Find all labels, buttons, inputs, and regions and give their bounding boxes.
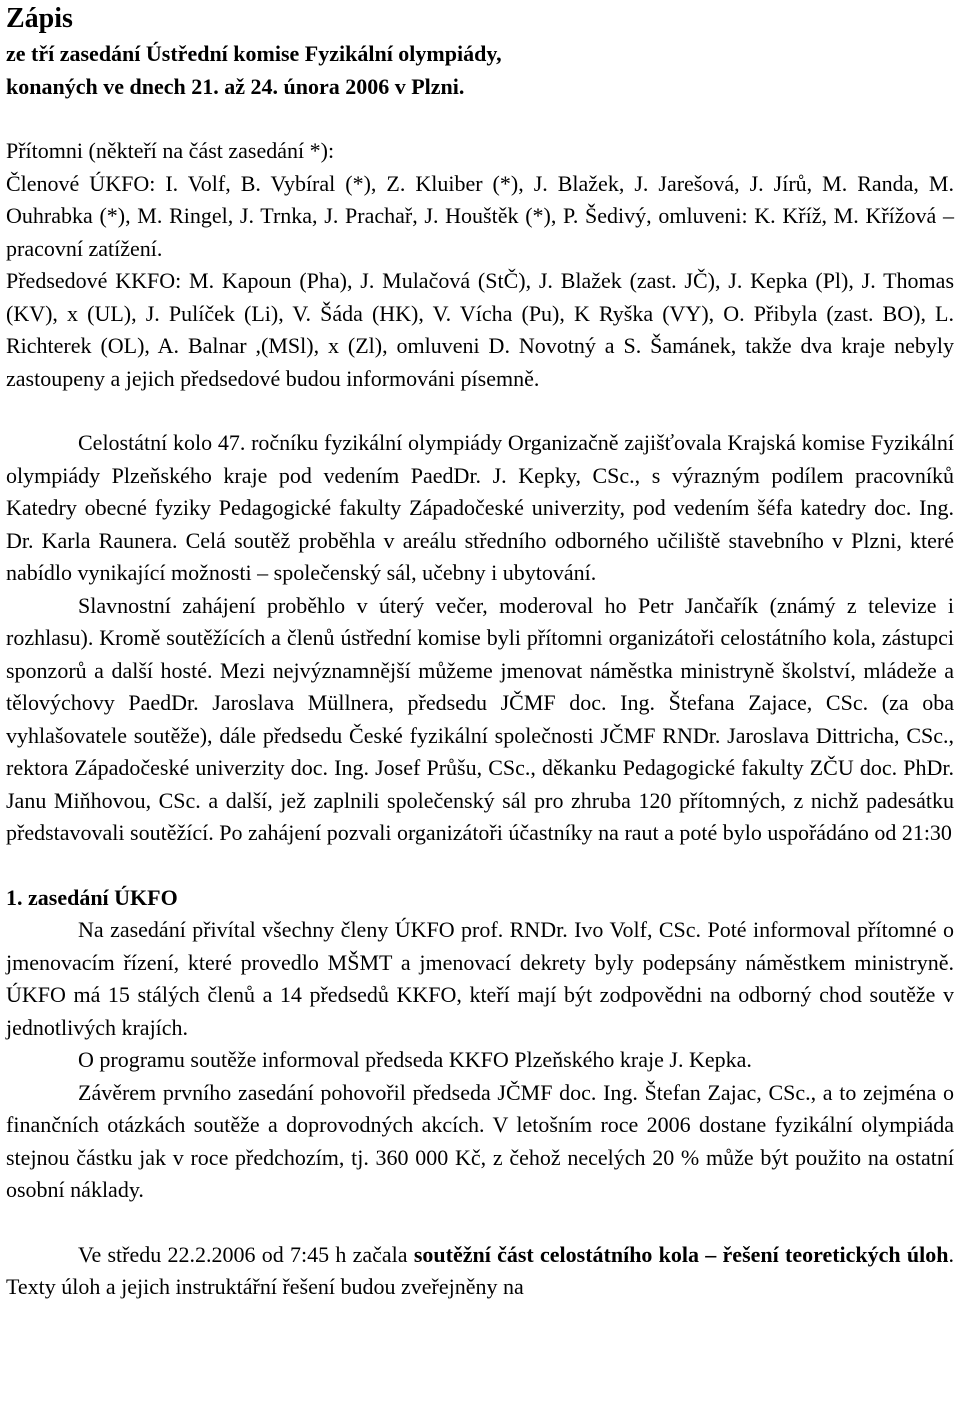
- session-1-paragraph-2: O programu soutěže informoval předseda KKFO Plzeňského kraje J. Kepka.: [78, 1047, 752, 1072]
- closing-rest: . Texty úloh a jejich instruktářní řešení budou zveřejněny na: [6, 1241, 955, 1299]
- closing-bold-text: soutěžní část celostátního kola – řešení teoretických úloh: [413, 1241, 949, 1267]
- spacer: [6, 1207, 954, 1239]
- attendance-chairs: Předsedové KKFO: M. Kapoun (Pha), J. Mulačová (StČ), J. Blažek (zast. JČ), J. Kepka (Pl), J. Thomas (KV), x (UL), J. Pulíček (Li), V. Šáda (HK), V. Vícha (Pu), K Ryška (VY), O. Přibyla (zast. BO), L. Richterek (OL), A. Balnar ,(MSl), x (Zl), omluveni D. Novotný a S. Šamánek, takže dva kraje nebyly zastoupeny a jejich předsedové budou informováni písemně.: [6, 268, 954, 391]
- national-round-paragraph-2: Slavnostní zahájení proběhlo v úterý večer, moderoval ho Petr Jančařík (známý z televize i rozhlasu). Kromě soutěžících a členů ústřední komise byli přítomni organizátoři celostátního kola, zástupci sponzorů a další hosté. Mezi nejvýznamnější můžeme jmenovat náměstka ministryně školství, mládeže a tělovýchovy PaedDr. Jaroslava Müllnera, předsedu JČMF doc. Ing. Štefana Zajace, CSc. (za oba vyhlašovatele soutěže), dále předsedu České fyzikální společnosti JČMF RNDr. Jaroslava Dittricha, CSc., rektora Západočeské univerzity doc. Ing. Josef Průšu, CSc., děkanku Pedagogické fakulty ZČU doc. PhDr. Janu Miňhovou, CSc. a další, jež zaplnili společenský sál pro zhruba 120 přítomných, z nichž padesátku představovali soutěžící. Po zahájení pozvali organizátoři účastníky na raut a poté bylo uspořádáno od 21:30: [6, 592, 954, 845]
- closing-intro: Ve středu 22.2.2006 od 7:45 h začala: [78, 1241, 414, 1267]
- page-subtitle-line-2: konaných ve dnech 21. až 24. února 2006 v Plzni.: [6, 73, 465, 99]
- spacer: [6, 395, 954, 427]
- attendance-members: Členové ÚKFO: I. Volf, B. Vybíral (*), Z. Kluiber (*), J. Blažek, J. Jarešová, J. Jírů, M. Randa, M. Ouhrabka (*), M. Ringel, J. Trnka, J. Prachař, J. Houštěk (*), P. Šedivý, omluveni: K. Kříž, M. Křížová – pracovní zatížení.: [6, 170, 954, 261]
- national-round-paragraph-1: Celostátní kolo 47. ročníku fyzikální olympiády Organizačně zajišťovala Krajská komise Fyzikální olympiády Plzeňského kraje pod vedením PaedDr. J. Kepky, CSc., s výrazným podílem pracovníků Katedry obecné fyziky Pedagogické fakulty Západočeské univerzity, pod vedením šéfa katedry doc. Ing. Dr. Karla Raunera. Celá soutěž proběhla v areálu středního odborného učiliště stavebního v Plzni, které nabídlo vynikající možnosti – společenský sál, učebny i ubytování.: [6, 430, 954, 585]
- closing-paragraph: [6, 1239, 954, 1304]
- attendance-heading: Přítomni (někteří na část zasedání *):: [6, 138, 335, 163]
- page-subtitle-line-1: ze tří zasedání Ústřední komise Fyzikální olympiády,: [6, 41, 502, 66]
- session-1-paragraph-1: Na zasedání přivítal všechny členy ÚKFO prof. RNDr. Ivo Volf, CSc. Poté informoval přítomné o jmenovacím řízení, které provedlo MŠMT a jmenovací dekrety byly podepsány náměstkem ministryně. ÚKFO má 15 stálých členů a 14 předsedů KKFO, kteří mají být zodpovědni na odborný chod soutěže v jednotlivých krajích.: [6, 917, 954, 1040]
- session-1-heading: 1. zasedání ÚKFO: [6, 884, 178, 910]
- page-title: Zápis: [6, 3, 73, 34]
- spacer: [6, 103, 954, 135]
- session-1-paragraph-3: Závěrem prvního zasedání pohovořil předseda JČMF doc. Ing. Štefan Zajac, CSc., a to zejména o finančních otázkách soutěže a doprovodných akcích. V letošním roce 2006 dostane fyzikální olympiáda stejnou částku jak v roce předchozím, tj. 360 000 Kč, z čehož necelých 20 % může být použito na ostatní osobní náklady.: [6, 1079, 954, 1202]
- spacer: [6, 850, 954, 882]
